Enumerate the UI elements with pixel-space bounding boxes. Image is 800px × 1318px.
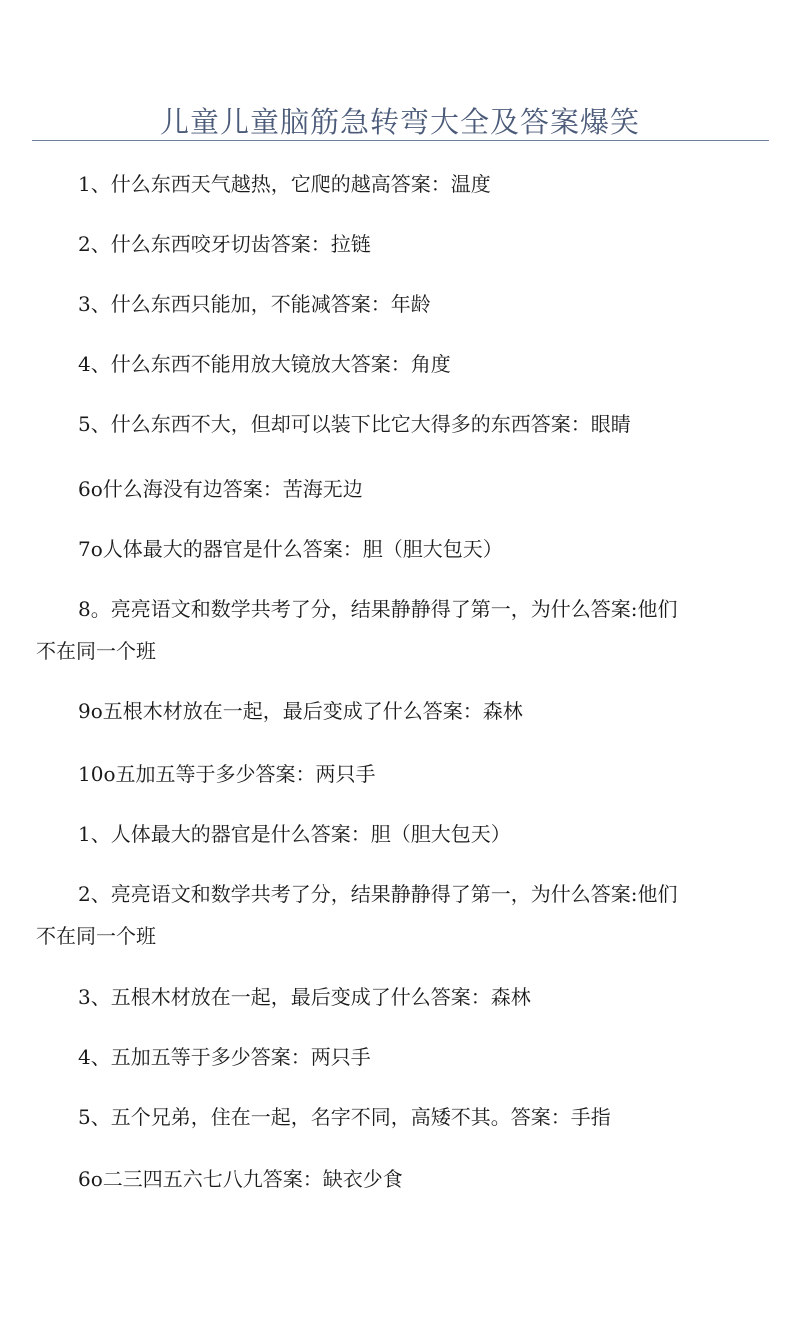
list-item: 1、人体最大的器官是什么答案：胆（胆大包天） — [78, 822, 511, 846]
list-item: 3、什么东西只能加，不能减答案：年龄 — [78, 292, 431, 316]
list-item: 9o五根木材放在一起，最后变成了什么答案：森林 — [78, 699, 523, 723]
list-item: 2、什么东西咬牙切齿答案：拉链 — [78, 232, 371, 256]
list-item: 4、五加五等于多少答案：两只手 — [78, 1045, 371, 1069]
list-item-continuation: 不在同一个班 — [36, 639, 156, 663]
list-item: 3、五根木材放在一起，最后变成了什么答案：森林 — [78, 985, 531, 1009]
list-item: 1、什么东西天气越热，它爬的越高答案：温度 — [78, 172, 491, 196]
list-item: 8。亮亮语文和数学共考了分，结果静静得了第一，为什么答案:他们 — [78, 597, 678, 621]
list-item: 2、亮亮语文和数学共考了分，结果静静得了第一，为什么答案:他们 — [78, 882, 678, 906]
list-item: 5、什么东西不大，但却可以装下比它大得多的东西答案：眼睛 — [78, 412, 631, 436]
list-item: 6o什么海没有边答案：苦海无边 — [78, 477, 363, 501]
list-item: 4、什么东西不能用放大镜放大答案：角度 — [78, 352, 451, 376]
list-item: 6o二三四五六七八九答案：缺衣少食 — [78, 1167, 403, 1191]
list-item: 5、五个兄弟，住在一起，名字不同，高矮不其。答案：手指 — [78, 1105, 611, 1129]
page-title: 儿童儿童脑筋急转弯大全及答案爆笑 — [159, 105, 640, 139]
list-item: 7o人体最大的器官是什么答案：胆（胆大包天） — [78, 537, 503, 561]
list-item-continuation: 不在同一个班 — [36, 924, 156, 948]
title-divider — [32, 140, 769, 141]
list-item: 10o五加五等于多少答案：两只手 — [78, 762, 376, 786]
